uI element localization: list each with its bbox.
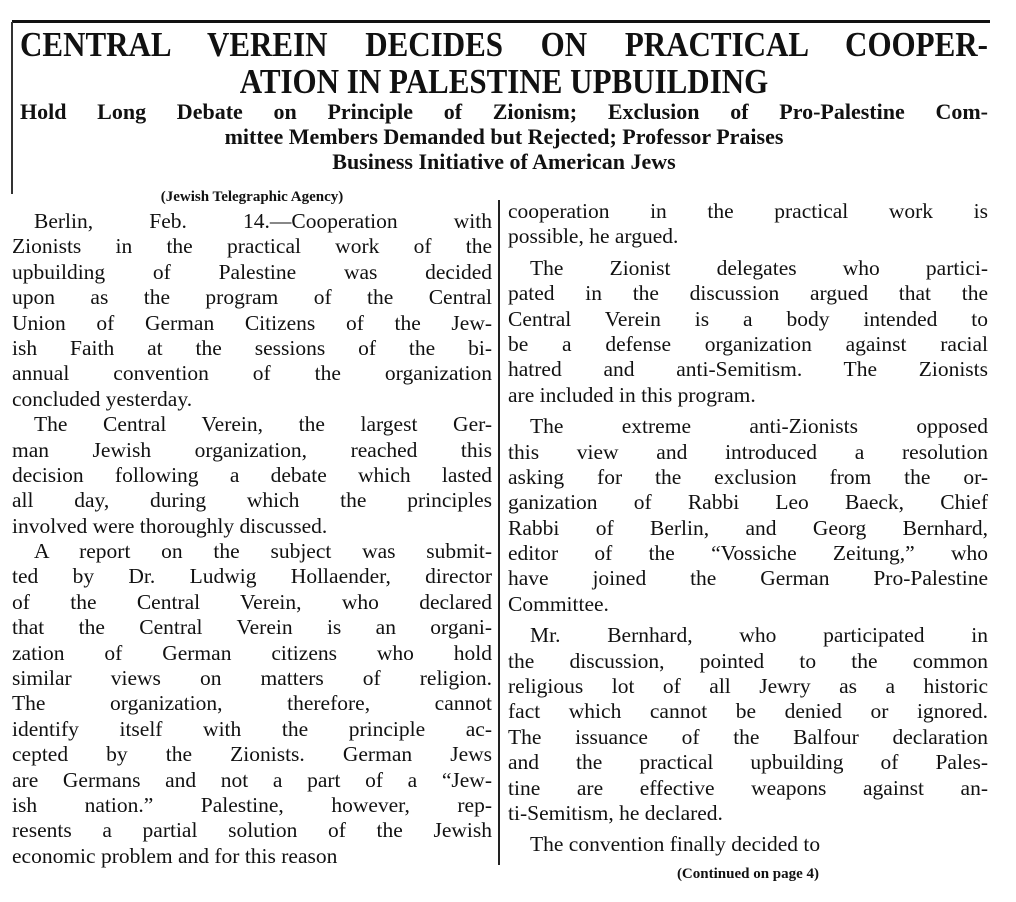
left-rule bbox=[11, 22, 13, 194]
text-line: identify itself with the principle ac- bbox=[12, 716, 492, 741]
text-line: the discussion, pointed to the common bbox=[508, 648, 988, 673]
article-column-left bbox=[12, 186, 492, 869]
text-line: decision following a debate which lasted bbox=[12, 462, 492, 487]
text-line: The Zionist delegates who partici- bbox=[530, 255, 988, 280]
paragraph bbox=[12, 539, 492, 869]
headline-line: CENTRAL VEREIN DECIDES ON PRACTICAL COOPER- bbox=[20, 24, 988, 65]
paragraph bbox=[508, 623, 988, 826]
text-line: cepted by the Zionists. German Jews bbox=[12, 742, 492, 767]
text-line: The organization, therefore, cannot bbox=[12, 691, 492, 716]
subheadline-line: Business Initiative of American Jews bbox=[332, 149, 676, 174]
text-line: concluded yesterday. bbox=[12, 386, 193, 411]
paragraph bbox=[12, 209, 492, 412]
text-line: The extreme anti-Zionists opposed bbox=[530, 414, 988, 439]
text-line: cooperation in the practical work is bbox=[508, 199, 988, 223]
text-line: similar views on matters of religion. bbox=[12, 666, 492, 691]
continued-notice: (Continued on page 4) bbox=[676, 865, 820, 882]
text-line: religious lot of all Jewry as a historic bbox=[508, 674, 988, 699]
subheadline-line: mittee Members Demanded but Rejected; Professor Praises bbox=[224, 124, 784, 149]
text-line: annual convention of the organization bbox=[12, 361, 492, 386]
text-line: ish nation.” Palestine, however, rep- bbox=[12, 792, 492, 817]
text-line: of the Central Verein, who declared bbox=[12, 589, 492, 614]
paragraph bbox=[508, 414, 988, 617]
text-line: ted by Dr. Ludwig Hollaender, director bbox=[12, 564, 492, 589]
text-line: upon as the program of the Central bbox=[12, 285, 492, 310]
subheadline bbox=[20, 99, 988, 174]
paragraph bbox=[12, 412, 492, 539]
text-line: are Germans and not a part of a “Jew- bbox=[12, 767, 492, 792]
text-line: have joined the German Pro-Palestine bbox=[508, 566, 988, 591]
text-line: ish Faith at the sessions of the bi- bbox=[12, 335, 492, 360]
text-line: Union of German Citizens of the Jew- bbox=[12, 310, 492, 335]
column-rule bbox=[498, 200, 500, 865]
paragraph bbox=[508, 256, 988, 408]
text-line: ganization of Rabbi Leo Baeck, Chief bbox=[508, 490, 988, 515]
text-line: resents a partial solution of the Jewish bbox=[12, 818, 492, 843]
text-line: this view and introduced a resolution bbox=[508, 439, 988, 464]
agency-credit: (Jewish Telegraphic Agency) bbox=[160, 189, 344, 205]
text-line: economic problem and for this reason bbox=[12, 843, 338, 868]
text-line: man Jewish organization, reached this bbox=[12, 437, 492, 462]
text-line: Committee. bbox=[508, 591, 609, 616]
text-line: tine are effective weapons against an- bbox=[508, 775, 988, 800]
text-line: Berlin, Feb. 14.—Cooperation with bbox=[34, 209, 492, 233]
text-line: editor of the “Vossiche Zeitung,” who bbox=[508, 541, 988, 566]
text-line: The convention finally decided to bbox=[530, 832, 821, 857]
text-line: and the practical upbuilding of Pales- bbox=[508, 750, 988, 775]
text-line: Central Verein is a body intended to bbox=[508, 306, 988, 331]
text-line: ti-Semitism, he declared. bbox=[508, 800, 723, 825]
paragraph bbox=[508, 199, 988, 250]
text-line: hatred and anti-Semitism. The Zionists bbox=[508, 357, 988, 382]
text-line: asking for the exclusion from the or- bbox=[508, 464, 988, 489]
headline-line: ATION IN PALESTINE UPBUILDING bbox=[239, 61, 769, 102]
top-rule bbox=[12, 20, 990, 23]
text-line: Rabbi of Berlin, and Georg Bernhard, bbox=[508, 515, 988, 540]
text-line: be a defense organization against racial bbox=[508, 331, 988, 356]
article-column-right bbox=[508, 199, 988, 887]
subheadline-line: Hold Long Debate on Principle of Zionism; Exclusion of Pro-Palestine Com- bbox=[20, 99, 988, 124]
text-line: A report on the subject was submit- bbox=[34, 539, 492, 564]
text-line: all day, during which the principles bbox=[12, 488, 492, 513]
text-line: Zionists in the practical work of the bbox=[12, 234, 492, 259]
text-line: involved were thoroughly discussed. bbox=[12, 513, 328, 538]
text-line: upbuilding of Palestine was decided bbox=[12, 259, 492, 284]
paragraph bbox=[508, 832, 988, 857]
text-line: The issuance of the Balfour declaration bbox=[508, 724, 988, 749]
text-line: fact which cannot be denied or ignored. bbox=[508, 699, 988, 724]
text-line: The Central Verein, the largest Ger- bbox=[34, 412, 492, 437]
text-line: that the Central Verein is an organi- bbox=[12, 615, 492, 640]
text-line: are included in this program. bbox=[508, 382, 756, 407]
headline bbox=[20, 26, 988, 100]
text-line: Mr. Bernhard, who participated in bbox=[530, 623, 988, 648]
text-line: possible, he argued. bbox=[508, 224, 679, 249]
text-line: pated in the discussion argued that the bbox=[508, 281, 988, 306]
text-line: zation of German citizens who hold bbox=[12, 640, 492, 665]
